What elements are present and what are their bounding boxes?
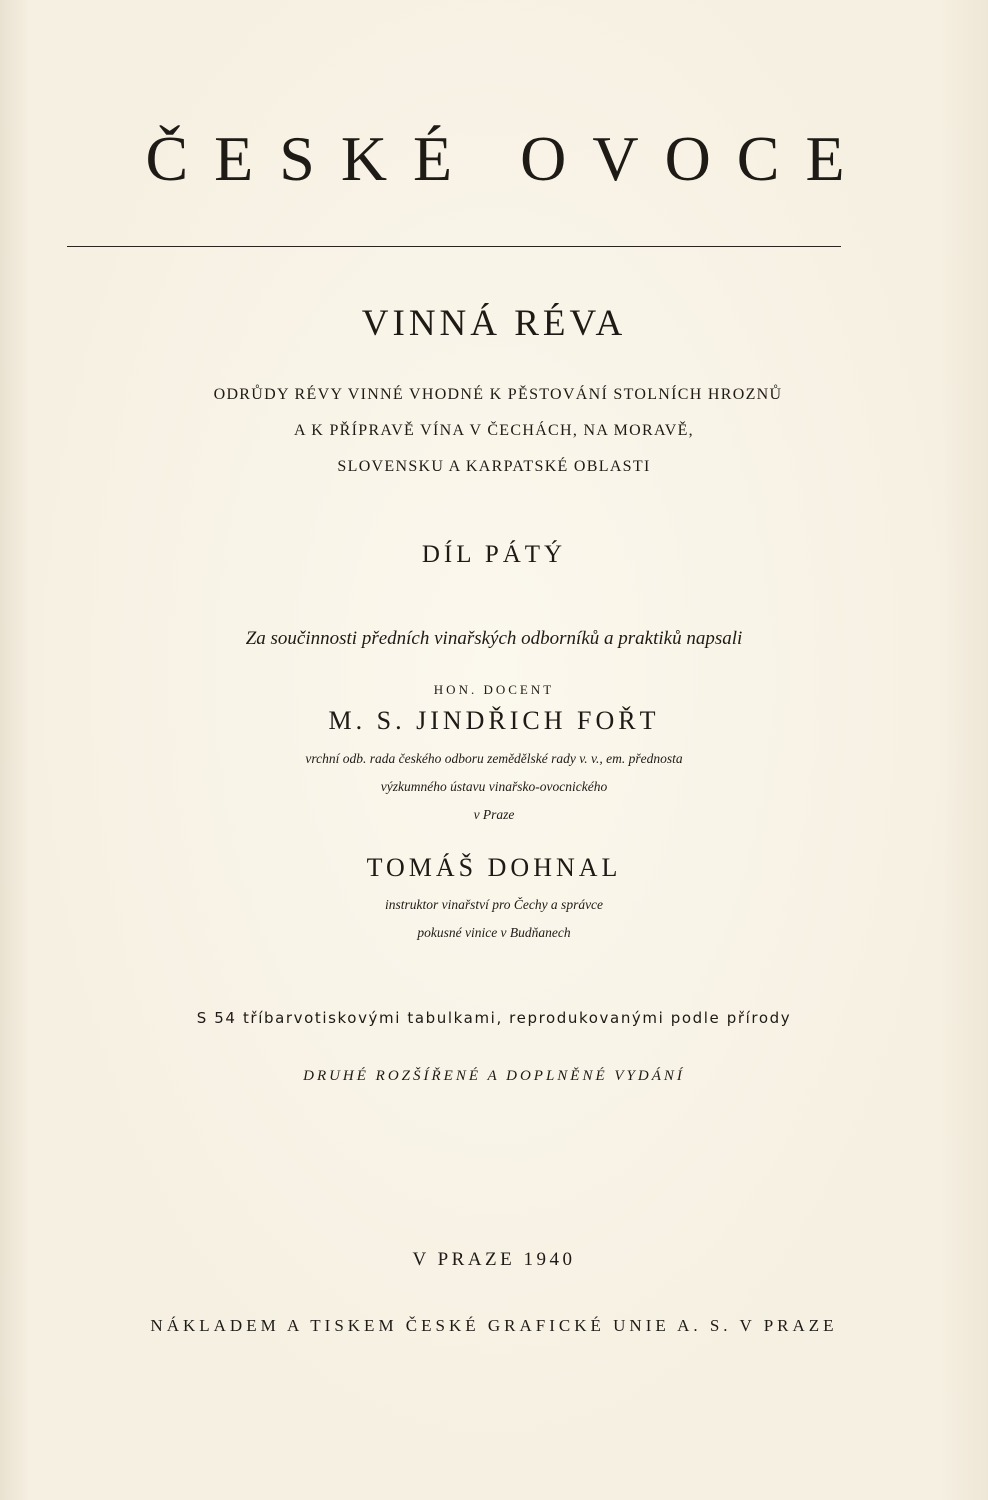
author1-affiliation: vrchní odb. rada českého odboru zemědělské rady v. v., em. přednosta <box>305 751 683 766</box>
author1-affiliation: výzkumného ústavu vinařsko-ovocnického <box>380 779 608 794</box>
description-line: ODRŮDY RÉVY VINNÉ VHODNÉ K PĚSTOVÁNÍ STOLNÍCH HROZNŮ <box>213 386 783 403</box>
place-year: V PRAZE 1940 <box>412 1249 576 1270</box>
edition-note: DRUHÉ ROZŠÍŘENÉ A DOPLNĚNÉ VYDÁNÍ <box>303 1068 685 1084</box>
author1-affiliation: v Praze <box>473 807 515 822</box>
author1-name: M. S. JINDŘICH FOŘT <box>328 706 660 735</box>
author2-affiliation: pokusné vinice v Budňanech <box>417 925 571 940</box>
publisher-line: NÁKLADEM A TISKEM ČESKÉ GRAFICKÉ UNIE A. S. V PRAZE <box>150 1316 838 1335</box>
book-subtitle: VINNÁ RÉVA <box>361 303 627 344</box>
volume-part: DÍL PÁTÝ <box>421 541 567 568</box>
author2-affiliation: instruktor vinařství pro Čechy a správce <box>384 897 604 912</box>
author2-name: TOMÁŠ DOHNAL <box>366 853 622 882</box>
plates-note: S 54 tříbarvotiskovými tabulkami, reprodukovanými podle přírody <box>196 1009 792 1027</box>
book-title: ČESKÉ OVOCE <box>145 123 871 194</box>
description-line: A K PŘÍPRAVĚ VÍNA V ČECHÁCH, NA MORAVĚ, <box>294 422 694 439</box>
description-line: SLOVENSKU A KARPATSKÉ OBLASTI <box>337 458 651 475</box>
author1-title: HON. DOCENT <box>433 682 555 697</box>
collaboration-note: Za součinnosti předních vinařských odborníků a praktiků napsali <box>245 628 743 649</box>
title-divider <box>67 246 841 247</box>
